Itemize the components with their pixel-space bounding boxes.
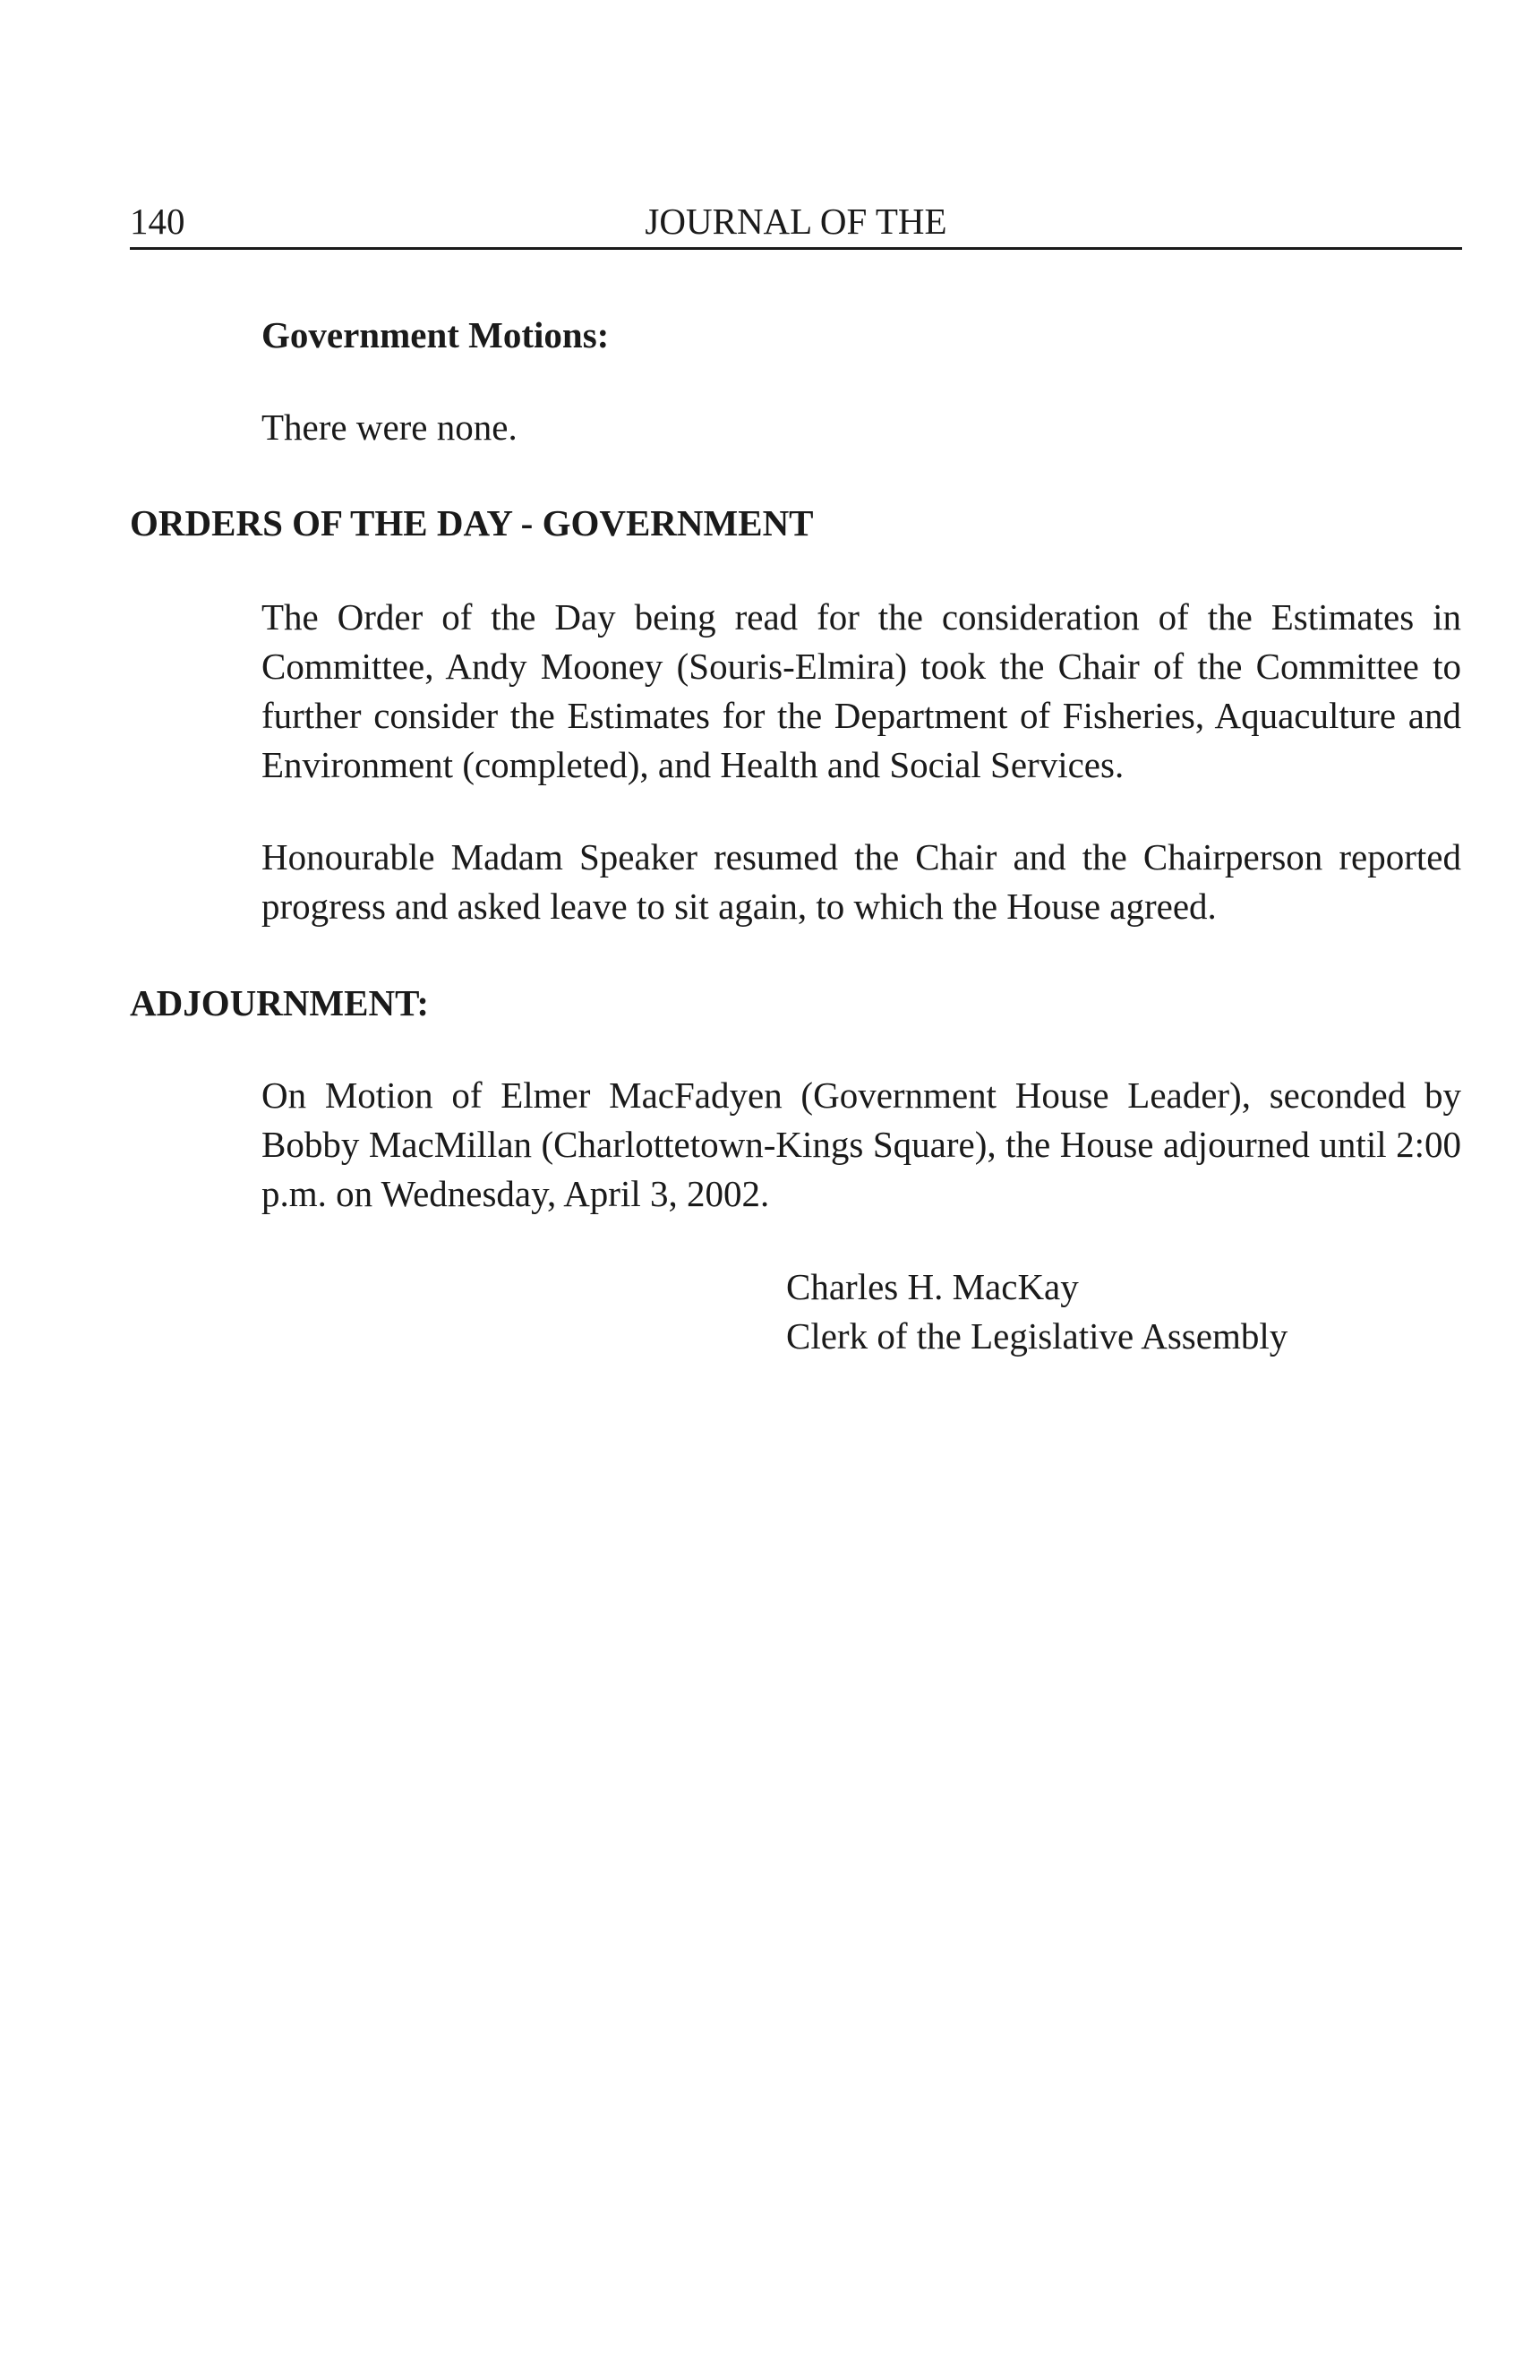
orders-paragraph-estimates: The Order of the Day being read for the consideration of the Estimates in Committee, Andy Mooney (Souris-Elmira) took the Chair of the Committee to further consider the Estimates for the Department of Fisheries, Aquaculture and Environment (completed), and Health and Social Services. [261, 596, 1461, 785]
adjournment-heading: ADJOURNMENT: [130, 982, 430, 1023]
journal-title: JOURNAL OF THE [645, 201, 947, 242]
page-number: 140 [130, 201, 185, 242]
signatory-title: Clerk of the Legislative Assembly [786, 1315, 1288, 1357]
running-head [130, 199, 1462, 244]
government-motions-heading: Government Motions: [261, 314, 610, 355]
signature-block [786, 1263, 1288, 1361]
adjournment-paragraph: On Motion of Elmer MacFadyen (Government House Leader), seconded by Bobby MacMillan (Charlottetown-Kings Square), the House adjourned until 2:00 p.m. on Wednesday, April 3, 2002. [261, 1074, 1461, 1214]
government-motions-text: There were none. [261, 407, 518, 448]
header-rule [130, 247, 1462, 250]
orders-paragraph-speaker: Honourable Madam Speaker resumed the Chair and the Chairperson reported progress and asked leave to sit again, to which the House agreed. [261, 836, 1461, 927]
orders-of-the-day-heading: ORDERS OF THE DAY - GOVERNMENT [130, 502, 814, 544]
signatory-name: Charles H. MacKay [786, 1266, 1079, 1307]
